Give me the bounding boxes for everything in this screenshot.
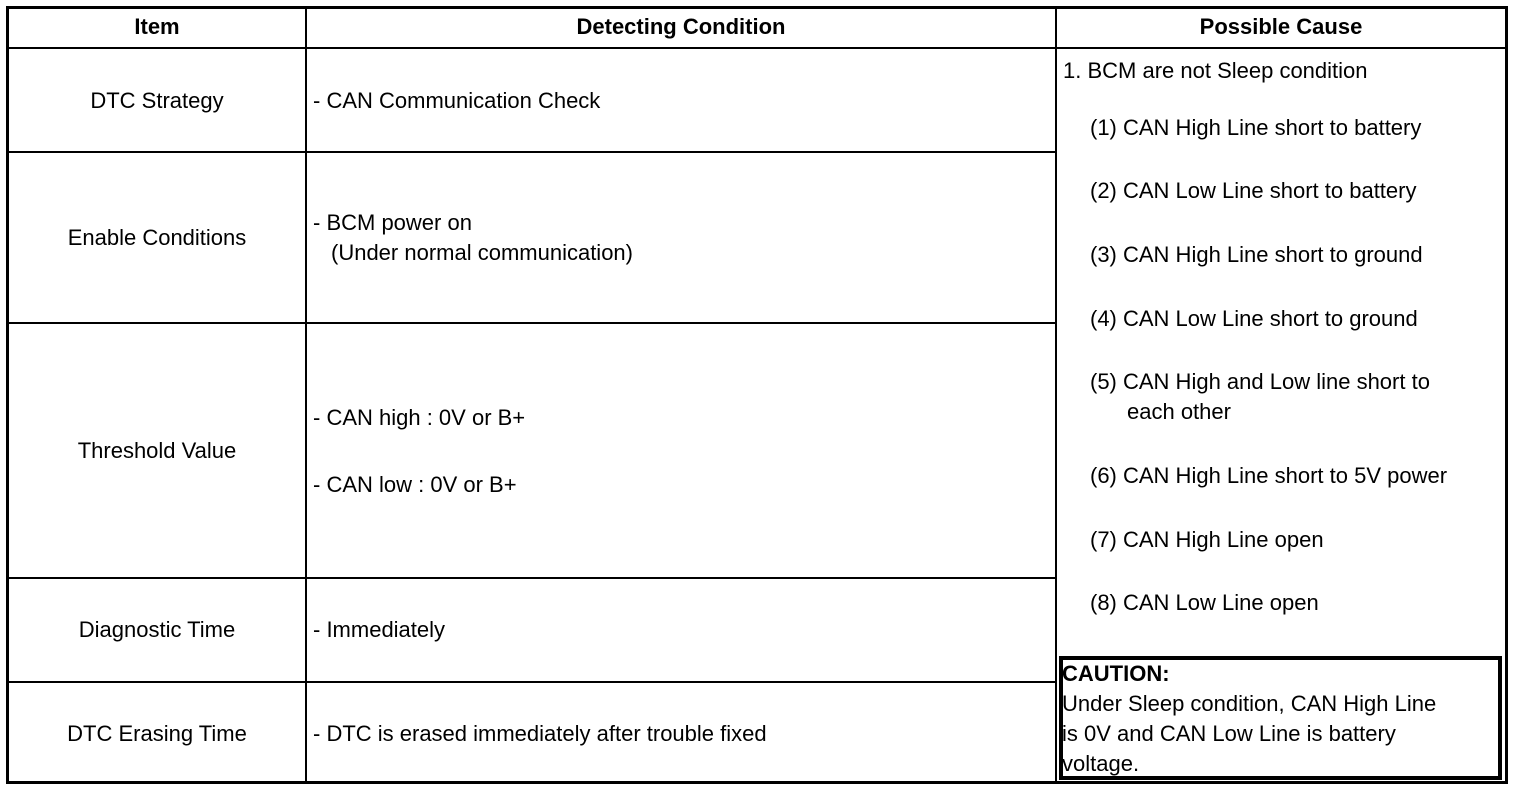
caution-line-1: Under Sleep condition, CAN High Line bbox=[1062, 691, 1437, 716]
cause-item-8: (8) CAN Low Line open bbox=[1090, 590, 1319, 615]
header-detecting-condition: Detecting Condition bbox=[576, 14, 786, 39]
detect-diagnostic-time: - Immediately bbox=[313, 617, 446, 642]
cause-item-5-cont: each other bbox=[1127, 399, 1231, 424]
cause-item-6: (6) CAN High Line short to 5V power bbox=[1090, 463, 1448, 488]
detect-threshold-low: - CAN low : 0V or B+ bbox=[313, 472, 517, 497]
detect-threshold-high: - CAN high : 0V or B+ bbox=[313, 405, 526, 430]
detect-dtc-strategy: - CAN Communication Check bbox=[313, 88, 601, 113]
table-border-left bbox=[6, 6, 9, 784]
item-enable-conditions: Enable Conditions bbox=[67, 225, 247, 250]
table-border-bottom bbox=[6, 781, 1508, 784]
caution-title: CAUTION: bbox=[1062, 661, 1170, 686]
item-dtc-erasing-time: DTC Erasing Time bbox=[67, 721, 247, 746]
row-divider-1 bbox=[6, 151, 1057, 153]
row-divider-4 bbox=[6, 681, 1057, 683]
cause-item-5: (5) CAN High and Low line short to bbox=[1090, 369, 1430, 394]
table-border-top bbox=[6, 6, 1508, 9]
detect-erasing-time: - DTC is erased immediately after trouble fixed bbox=[313, 721, 767, 746]
caution-line-3: voltage. bbox=[1062, 751, 1140, 776]
item-threshold-value: Threshold Value bbox=[77, 438, 237, 463]
row-divider-3 bbox=[6, 577, 1057, 579]
table-border-right bbox=[1505, 6, 1508, 784]
detect-enable-line-1: - BCM power on bbox=[313, 210, 472, 235]
header-possible-cause: Possible Cause bbox=[1199, 14, 1363, 39]
cause-item-7: (7) CAN High Line open bbox=[1090, 527, 1324, 552]
cause-item-1: (1) CAN High Line short to battery bbox=[1090, 115, 1422, 140]
column-divider-2 bbox=[1055, 6, 1057, 784]
column-divider-1 bbox=[305, 6, 307, 784]
row-divider-2 bbox=[6, 322, 1057, 324]
cause-heading: 1. BCM are not Sleep condition bbox=[1063, 58, 1368, 83]
cause-item-2: (2) CAN Low Line short to battery bbox=[1090, 178, 1417, 203]
caution-line-2: is 0V and CAN Low Line is battery bbox=[1062, 721, 1396, 746]
cause-item-3: (3) CAN High Line short to ground bbox=[1090, 242, 1423, 267]
cause-item-4: (4) CAN Low Line short to ground bbox=[1090, 306, 1418, 331]
detect-enable-line-2: (Under normal communication) bbox=[331, 240, 633, 265]
item-dtc-strategy: DTC Strategy bbox=[90, 88, 224, 113]
header-item: Item bbox=[134, 14, 180, 39]
item-diagnostic-time: Diagnostic Time bbox=[78, 617, 236, 642]
header-divider bbox=[6, 47, 1508, 49]
